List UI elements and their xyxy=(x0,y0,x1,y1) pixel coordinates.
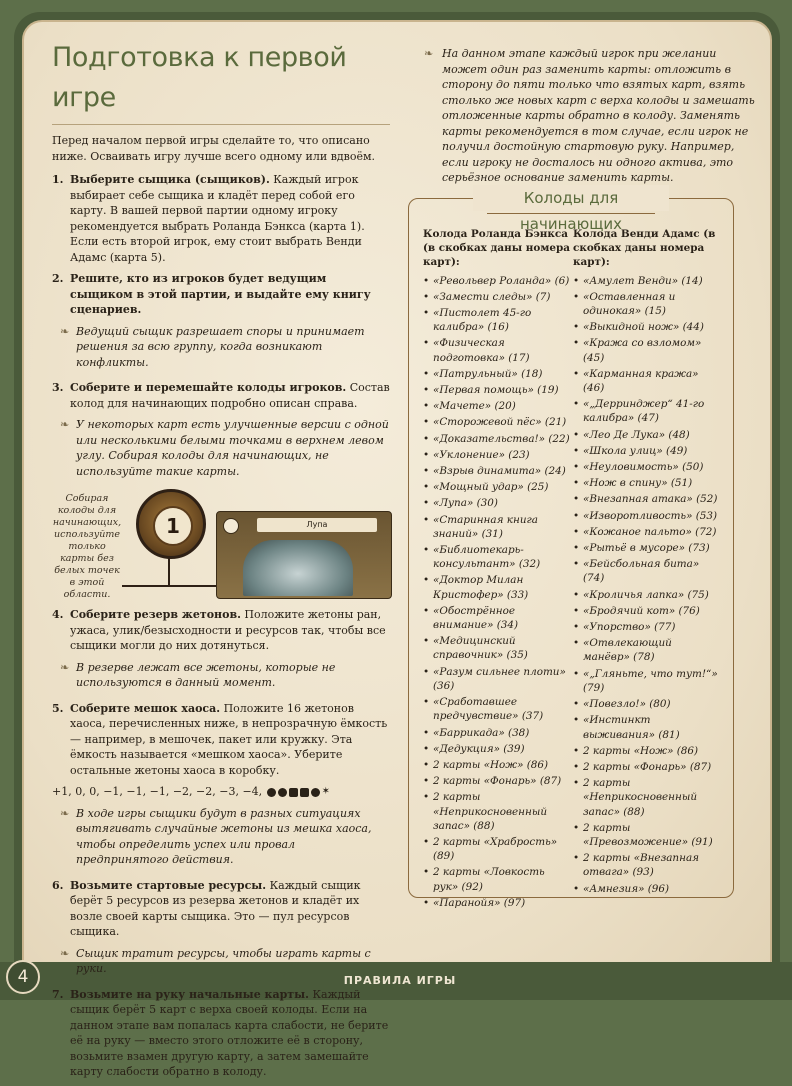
note-text: Сыщик тратит ресурсы, чтобы играть карты с руки. xyxy=(76,946,371,976)
step-heading: Соберите мешок хаоса. xyxy=(70,701,221,715)
roland-deck-column xyxy=(423,227,571,912)
deck-card-item: • «„Дерринджер“ 41-го калибра» (47) xyxy=(573,397,721,425)
deck-card-item: • «Отвлекающий манёвр» (78) xyxy=(573,636,721,664)
note-marker-icon: ❧ xyxy=(60,418,70,431)
deck-card-item: • «Библиотекарь-консультант» (32) xyxy=(423,543,571,571)
deck-card-item: • «Бейсбольная бита» (74) xyxy=(573,557,721,585)
deck-card-item: • «Упорство» (77) xyxy=(573,620,721,634)
card-name: Лупа xyxy=(257,518,377,532)
step-heading: Выберите сыщика (сыщиков). xyxy=(70,173,270,186)
deck-card-item: • 2 карты «Ловкость рук» (92) xyxy=(423,865,571,893)
deck-card-item: • «Револьвер Роланда» (6) xyxy=(423,274,571,288)
deck-card-item: • «Кожаное пальто» (72) xyxy=(573,525,721,539)
tablet-icon xyxy=(300,788,309,797)
intro-text: Перед началом первой игры сделайте то, что описано ниже. Осваивать игру лучше всего одному или вдвоём. xyxy=(52,134,376,163)
note-marker-icon: ❧ xyxy=(60,324,70,338)
deck-card-item: • «Инстинкт выживания» (81) xyxy=(573,713,721,741)
right-column xyxy=(424,38,764,186)
deck-card-item: • 2 карты «Фонарь» (87) xyxy=(573,760,721,774)
level-number: 1 xyxy=(153,506,193,546)
decks-title: Колоды для начинающих xyxy=(473,185,669,211)
deck-card-item: • «Сработавшее предчувствие» (37) xyxy=(423,695,571,723)
card-cost-icon xyxy=(223,518,239,534)
step-number: 4. xyxy=(52,608,64,621)
step-4 xyxy=(52,607,390,654)
deck-card-item: • «Рытьё в мусоре» (73) xyxy=(573,541,721,555)
step-number: 5. xyxy=(52,701,64,715)
deck-card-item: • 2 карты «Превозможение» (91) xyxy=(573,821,721,849)
deck-card-item: • 2 карты «Фонарь» (87) xyxy=(423,774,571,788)
step-5-note xyxy=(52,806,390,868)
deck-card-item: • «Повезло!» (80) xyxy=(573,697,721,711)
deck-card-item: • «Амулет Венди» (14) xyxy=(573,274,721,288)
step-text: Состав колод для начинающих подробно описан справа. xyxy=(70,381,390,410)
deck-card-item: • «Доказательства!» (22) xyxy=(423,432,571,446)
wendy-deck-column xyxy=(573,227,721,898)
deck-card-item: • «Кража со взломом» (45) xyxy=(573,336,721,364)
step-heading: Возьмите стартовые ресурсы. xyxy=(70,878,267,892)
deck-card-item: • «Старинная книга знаний» (31) xyxy=(423,513,571,541)
step-number: 2. xyxy=(52,272,64,285)
step-number: 6. xyxy=(52,878,64,892)
note-marker-icon: ❧ xyxy=(60,806,70,820)
deck-card-item: • «Карманная кража» (46) xyxy=(573,367,721,395)
note-text: В резерве лежат все жетоны, которые не используются в данный момент. xyxy=(76,660,336,689)
deck-card-item: • 2 карты «Неприкосновенный запас» (88) xyxy=(573,776,721,819)
deck-card-item: • «Изворотливость» (53) xyxy=(573,509,721,523)
page-number: 4 xyxy=(6,960,40,994)
deck-card-item: • «Неуловимость» (50) xyxy=(573,460,721,474)
skull-icon xyxy=(278,788,287,797)
deck-card-item: • «Школа улиц» (49) xyxy=(573,444,721,458)
step-number: 1. xyxy=(52,173,64,186)
deck-card-item: • 2 карты «Неприкосновенный запас» (88) xyxy=(423,790,571,833)
step-6 xyxy=(52,878,390,940)
deck-card-item: • «Обострённое внимание» (34) xyxy=(423,604,571,632)
deck-card-item: • «Физическая подготовка» (17) xyxy=(423,336,571,364)
step-5 xyxy=(52,701,390,779)
deck-card-item: • «Внезапная атака» (52) xyxy=(573,492,721,506)
deck-card-item: • «Бродячий кот» (76) xyxy=(573,604,721,618)
deck-card-item: • «Баррикада» (38) xyxy=(423,726,571,740)
deck-card-item: • «„Гляньте, что тут!“» (79) xyxy=(573,667,721,695)
deck-card-item: • 2 карты «Нож» (86) xyxy=(423,758,571,772)
deck-card-item: • «Кроличья лапка» (75) xyxy=(573,588,721,602)
deck-card-item: • «Замести следы» (7) xyxy=(423,290,571,304)
note-marker-icon: ❧ xyxy=(60,660,70,674)
chaos-token-list xyxy=(52,784,390,800)
note-text: В ходе игры сыщики будут в разных ситуациях вытягивать случайные жетоны из мешка хаоса, чтобы определить успех или провал предпринятого действия. xyxy=(76,806,372,867)
deck-card-item: • «Лео Де Лука» (48) xyxy=(573,428,721,442)
page-title: Подготовка к первой игре xyxy=(52,42,347,113)
pointer-line xyxy=(122,585,230,587)
note-text: На данном этапе каждый игрок при желании может один раз заменить карты: отложить в сторону до пяти только что взятых карт, взять столько же новых карт с верха колоды и замешать отложенные карты обратно в колоду. Заменять карты рекомендуется в том случае, если игрок не получил достойную стартовую руку. Например, если игроку не досталось ни одного актива, это серьёзное основание заменить карты. xyxy=(442,47,755,184)
skull-icon xyxy=(267,788,276,797)
step-7 xyxy=(52,987,390,1080)
deck-card-item: • «Уклонение» (23) xyxy=(423,448,571,462)
illustration-caption: Собирая колоды для начинающих, используйте только карты без белых точек в этой области. xyxy=(52,493,122,600)
deck-list xyxy=(573,274,721,896)
step-number: 3. xyxy=(52,381,64,394)
step-3 xyxy=(52,380,390,411)
tentacle-icon xyxy=(311,788,320,797)
deck-card-item: • «Нож в спину» (51) xyxy=(573,476,721,490)
step-6-note xyxy=(52,946,390,977)
deck-card-item: • 2 карты «Нож» (86) xyxy=(573,744,721,758)
mulligan-note xyxy=(424,46,764,186)
step-text: Положите жетоны ран, ужаса, улик/безысходности и ресурсов так, чтобы все сыщики могли до них дотянуться. xyxy=(70,608,386,652)
step-heading: Соберите резерв жетонов. xyxy=(70,608,241,621)
note-text: Ведущий сыщик разрешает споры и принимает решения за всю группу, когда возникают конфликты. xyxy=(76,324,365,369)
deck-card-item: • 2 карты «Храбрость» (89) xyxy=(423,835,571,863)
cultist-icon xyxy=(289,788,298,797)
step-number: 7. xyxy=(52,987,64,1001)
step-text: Каждый сыщик берёт 5 карт с верха своей колоды. Если на данном этапе вам попалась карта слабости, не берите её на руку — вместо этого отложите её в сторону, возьмите взамен другую карту, а затем замешайте карту слабости обратно в колоду. xyxy=(70,987,389,1079)
deck-card-item: • «Доктор Милан Кристофер» (33) xyxy=(423,573,571,601)
deck-card-item: • «Первая помощь» (19) xyxy=(423,383,571,397)
note-marker-icon: ❧ xyxy=(60,946,70,960)
step-2-note xyxy=(52,324,390,371)
deck-card-item: • «Паранойя» (97) xyxy=(423,896,571,910)
deck-card-item: • «Лупа» (30) xyxy=(423,496,571,510)
footer-title: ПРАВИЛА ИГРЫ xyxy=(343,974,457,987)
deck-card-item: • «Дедукция» (39) xyxy=(423,742,571,756)
step-3-note xyxy=(52,417,390,479)
card-image xyxy=(216,511,392,599)
deck-card-item: • «Мачете» (20) xyxy=(423,399,571,413)
deck-card-item: • «Амнезия» (96) xyxy=(573,882,721,896)
step-1 xyxy=(52,172,390,265)
step-text: Положите 16 жетонов хаоса, перечисленных ниже, в непрозрачную ёмкость — например, в мешочек, пакет или кружку. Эта ёмкость называется «мешком хаоса». Уберите остальные жетоны хаоса в коробку. xyxy=(70,701,388,777)
deck-card-item: • «Мощный удар» (25) xyxy=(423,480,571,494)
note-text: У некоторых карт есть улучшенные версии с одной или несколькими белыми точками в верхнем левом углу. Собирая колоды для начинающих, не используйте такие карты. xyxy=(76,418,389,478)
elder-sign-icon: ✶ xyxy=(321,786,331,798)
note-marker-icon: ❧ xyxy=(424,47,434,60)
deck-list xyxy=(423,274,571,910)
magnifier-art xyxy=(243,540,353,596)
deck-card-item: • 2 карты «Внезапная отвага» (93) xyxy=(573,851,721,879)
deck-card-item: • «Выкидной нож» (44) xyxy=(573,320,721,334)
step-4-note xyxy=(52,660,390,691)
deck-card-item: • «Разум сильнее плоти» (36) xyxy=(423,665,571,693)
step-2 xyxy=(52,271,390,318)
deck-card-item: • «Оставленная и одинокая» (15) xyxy=(573,290,721,318)
deck-card-item: • «Взрыв динамита» (24) xyxy=(423,464,571,478)
step-heading: Соберите и перемешайте колоды игроков. xyxy=(70,381,347,394)
pointer-line xyxy=(168,555,170,585)
step-text: Каждый сыщик берёт 5 ресурсов из резерва жетонов и кладёт их возле своей карты сыщика. Это — пул ресурсов сыщика. xyxy=(70,878,361,939)
left-column xyxy=(52,38,390,1086)
deck-card-item: • «Сторожевой пёс» (21) xyxy=(423,415,571,429)
token-values: +1, 0, 0, −1, −1, −1, −2, −2, −3, −4, xyxy=(52,785,263,798)
deck-heading: Колода Венди Адамс (в скобках даны номера карт): xyxy=(573,228,716,269)
step-heading: Решите, кто из игроков будет ведущим сыщиком в этой партии, и выдайте ему книгу сценариев. xyxy=(70,272,371,316)
step-text: Каждый игрок выбирает себе сыщика и кладёт перед собой его карту. В вашей первой партии одному игроку рекомендуется выбрать Роланда Бэнкса (карта 1). Если есть второй игрок, ему стоит выбрать Венди Адамс (карта 5). xyxy=(70,173,365,264)
step-heading: Возьмите на руку начальные карты. xyxy=(70,987,309,1001)
card-illustration xyxy=(52,489,390,599)
deck-card-item: • «Пистолет 45-го калибра» (16) xyxy=(423,306,571,334)
title-divider xyxy=(52,124,390,125)
level-disc xyxy=(136,489,206,559)
starter-decks-box xyxy=(408,189,734,909)
deck-card-item: • «Патрульный» (18) xyxy=(423,367,571,381)
deck-card-item: • «Медицинский справочник» (35) xyxy=(423,634,571,662)
deck-heading: Колода Роланда Бэнкса (в скобках даны номера карт): xyxy=(423,228,570,269)
